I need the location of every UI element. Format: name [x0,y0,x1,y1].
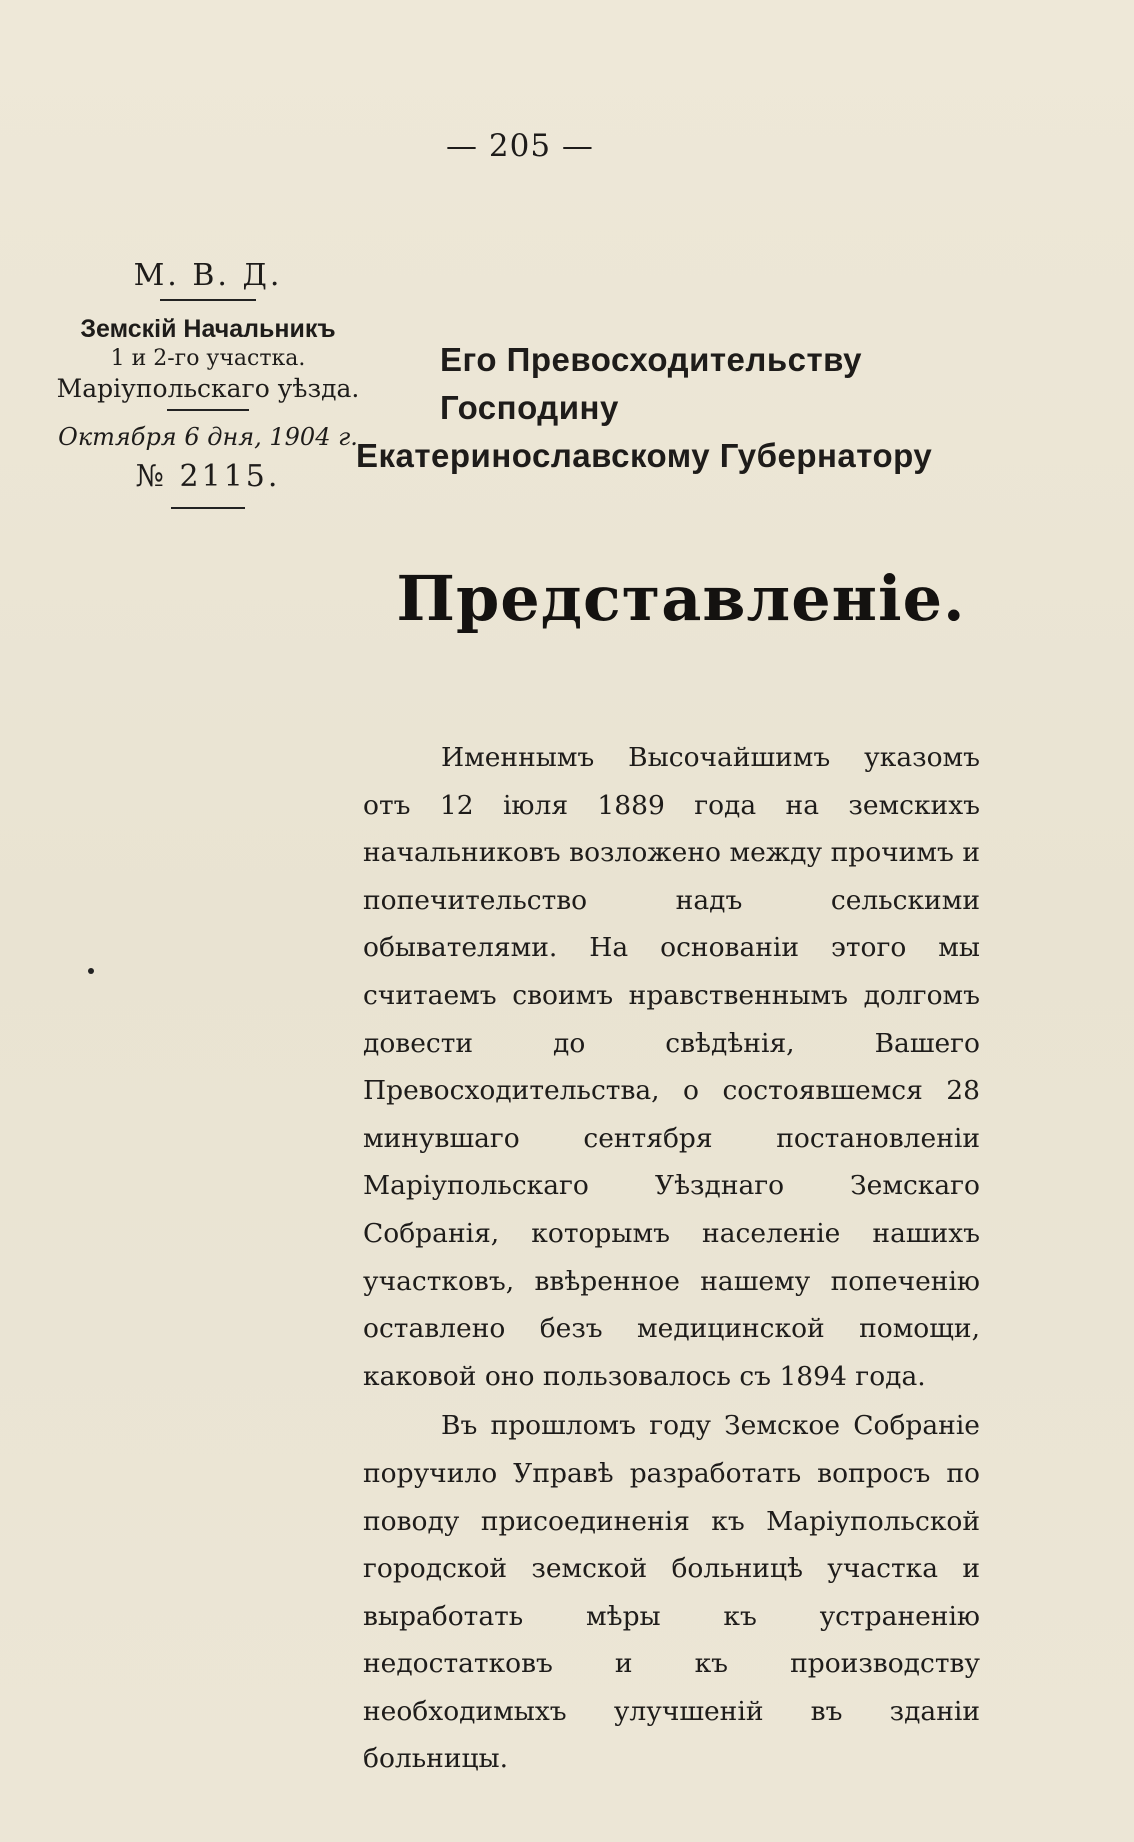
ink-dot [88,968,94,974]
page-number: — 205 — [446,128,594,164]
addressee-line-1: Его Превосходительству Господину [440,341,862,426]
ministry-abbreviation: М. В. Д. [133,258,283,293]
addressee-line-2: Екатеринославскому Губернатору [356,437,933,474]
sender-block [52,258,364,509]
addressee-block [356,336,1006,480]
body-text [363,734,980,1783]
document-title: Представленіе. [396,562,966,635]
sender-district: Маріупольскаго уѣзда. [56,374,360,403]
sender-title: Земскій Начальникъ [80,315,336,343]
document-number: № 2115. [135,459,281,494]
paragraph-2: Въ прошломъ году Земское Собраніе поручило Управѣ разработать вопросъ по поводу присоединенія къ Маріупольской городской земской больницѣ участка и выработать мѣры къ устраненію недостатковъ и къ производству необходимыхъ улучшеній въ зданіи больницы. [363,1410,980,1775]
divider-rule [160,299,256,301]
sender-precinct: 1 и 2-го участка. [110,346,306,371]
document-date: Октября 6 дня, 1904 г. [58,423,358,451]
divider-rule [171,507,245,509]
paragraph-1: Именнымъ Высочайшимъ указомъ отъ 12 іюля 1889 года на земскихъ начальниковъ возложено между прочимъ и попечительство надъ сельскими обывателями. На основаніи этого мы считаемъ своимъ нравственнымъ долгомъ довести до свѣдѣнія, Вашего Превосходительства, о состоявшемся 28 минувшаго сентября постановленіи Маріупольскаго Уѣзднаго Земскаго Собранія, которымъ населеніе нашихъ участковъ, ввѣренное нашему попеченію оставлено безъ медицинской помощи, каковой оно пользовалось съ 1894 года. [363,742,980,1392]
divider-rule [167,409,249,411]
